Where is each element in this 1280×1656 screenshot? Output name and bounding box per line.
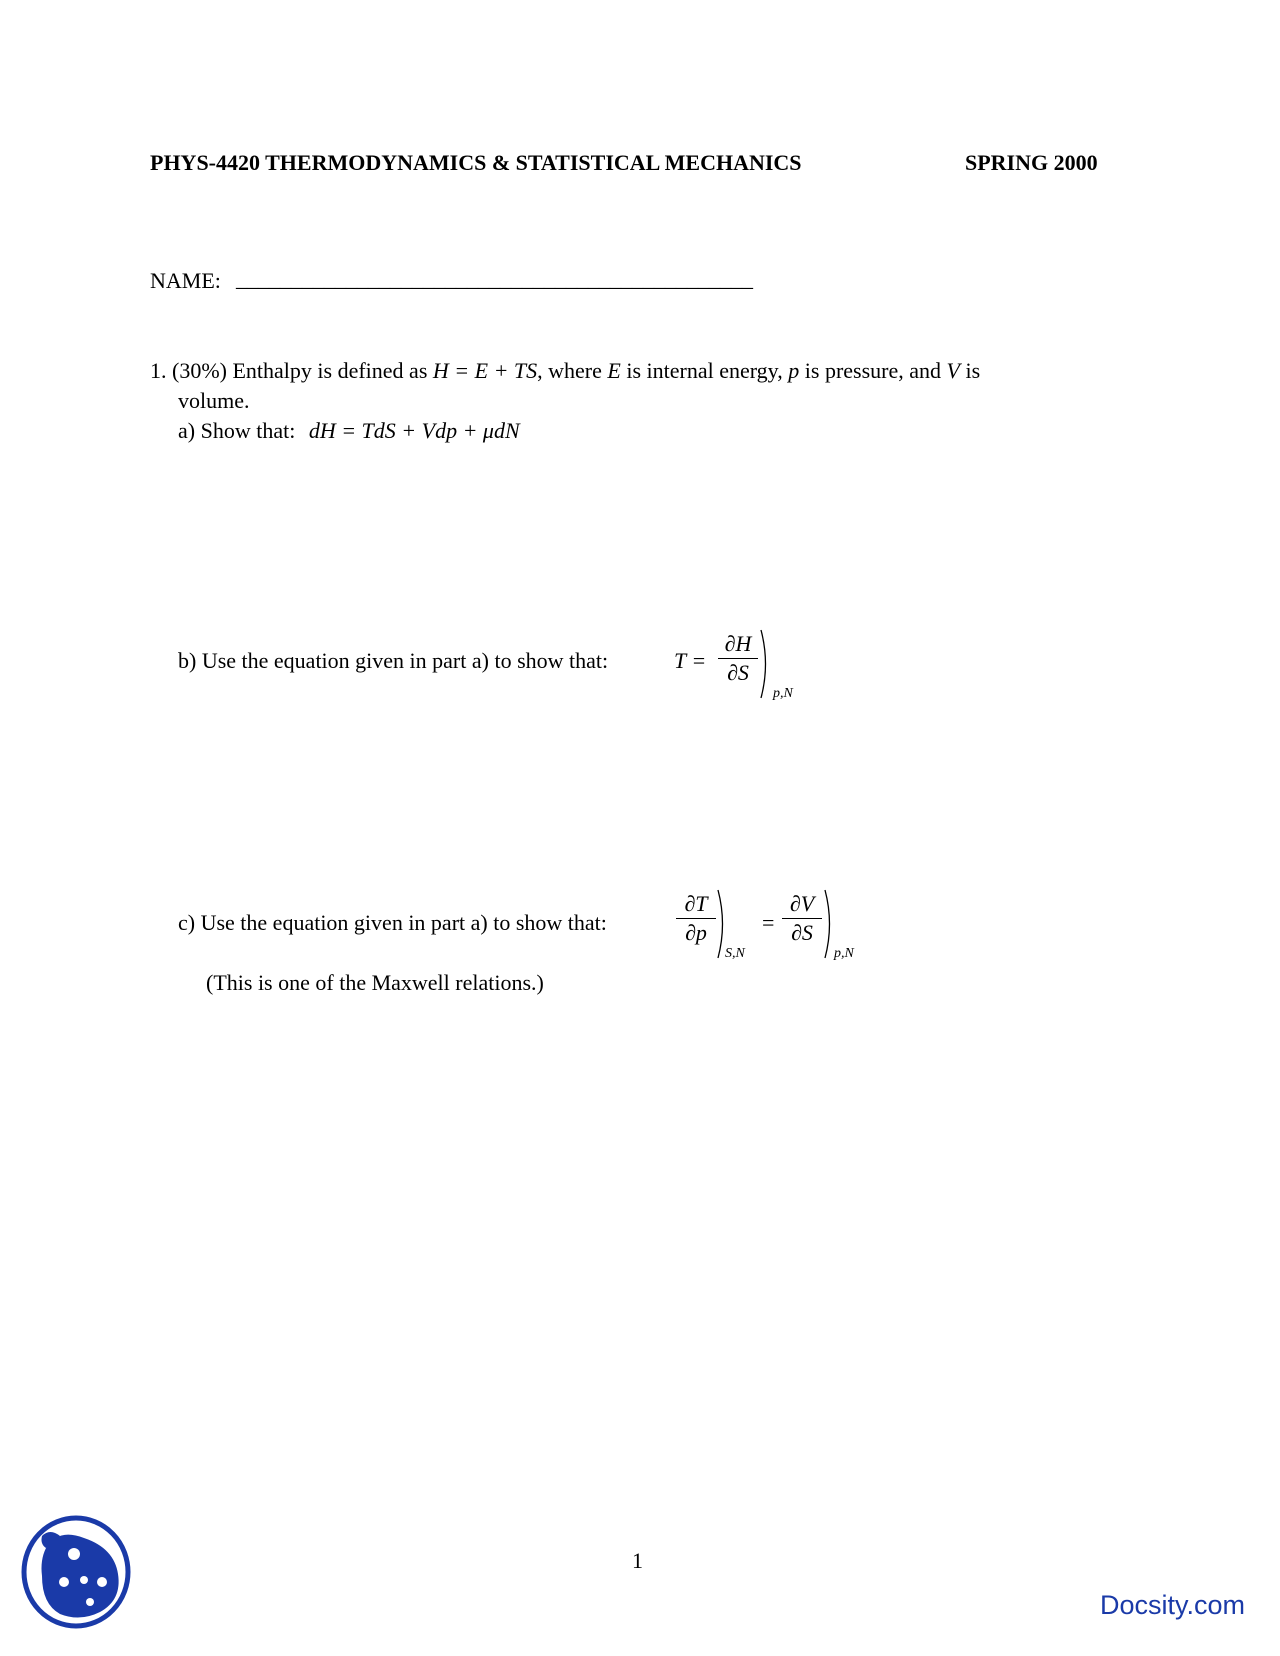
part-b-subscript: p,N [773, 686, 793, 701]
part-a-label: a) Show that: [178, 418, 296, 443]
page-number: 1 [632, 1548, 643, 1573]
docsity-logo-icon [20, 1514, 132, 1632]
part-c-fraction-right [782, 890, 822, 947]
enthalpy-definition: H = E + TS [432, 358, 538, 383]
part-b-fraction [718, 630, 758, 687]
part-c-subscript-left: S,N [725, 946, 745, 961]
part-b-numerator: ∂H [724, 631, 752, 656]
name-blank: _______________________________________________ [236, 266, 753, 291]
question-weight: (30%) [172, 358, 227, 383]
intro-text: is [965, 358, 981, 383]
part-c-fraction-left [676, 890, 716, 947]
part-b-lhs: T = [674, 648, 707, 673]
maxwell-note: (This is one of the Maxwell relations.) [206, 970, 544, 995]
part-b-denominator: ∂S [727, 660, 749, 685]
var-p: p [788, 358, 800, 383]
var-v: V [946, 358, 960, 383]
part-c-numerator-right: ∂V [789, 891, 815, 916]
part-a-equation: dH = TdS + Vdp + μdN [308, 418, 520, 443]
part-c-numerator-left: ∂T [684, 891, 708, 916]
name-label: NAME: [150, 268, 221, 293]
part-b-label: b) Use the equation given in part a) to show that: [178, 648, 609, 673]
intro-text: Enthalpy is defined as [232, 358, 428, 383]
part-c-subscript-right: p,N [834, 946, 854, 961]
part-b-right-paren [758, 628, 772, 700]
var-e: E [607, 358, 621, 383]
question-1-intro [150, 358, 980, 384]
part-c-denominator-left: ∂p [685, 920, 707, 945]
course-title: PHYS-4420 THERMODYNAMICS & STATISTICAL MECHANICS [150, 150, 802, 175]
part-a [178, 418, 520, 444]
question-1-intro-line2: volume. [178, 388, 250, 413]
part-c-label: c) Use the equation given in part a) to show that: [178, 910, 607, 935]
intro-text: is internal energy, [626, 358, 783, 383]
term-label: SPRING 2000 [965, 150, 1098, 175]
part-c-equals: = [762, 910, 775, 935]
intro-text: , where [537, 358, 602, 383]
docsity-watermark[interactable]: Docsity.com [1100, 1590, 1246, 1620]
question-number: 1. [150, 358, 167, 383]
intro-text: is pressure, and [804, 358, 942, 383]
part-c-denominator-right: ∂S [791, 920, 813, 945]
